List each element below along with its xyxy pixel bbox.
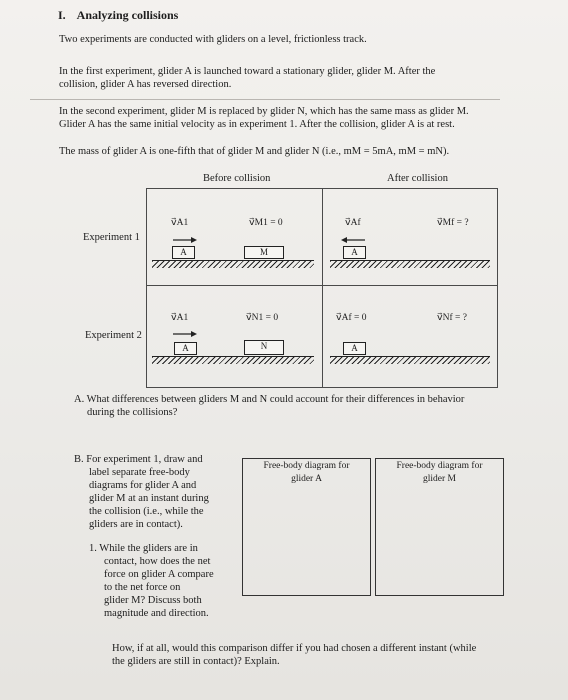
glider-a: A [174, 342, 197, 355]
section-heading [58, 8, 178, 23]
paragraph-experiment-2-line-1: In the second experiment, glider M is replaced by glider N, which has the same mass as glider M. [59, 106, 469, 117]
follow-up-question-line-2: the gliders are still in contact)? Explain. [112, 656, 280, 667]
fbd-a-title-line-2: glider A [291, 474, 322, 484]
track-hatching [152, 357, 314, 364]
glider-a: A [343, 246, 366, 259]
arrow-left-icon [340, 236, 366, 244]
section-title: Analyzing collisions [76, 8, 179, 22]
table-column-divider [322, 188, 323, 388]
question-1-line-6: magnitude and direction. [104, 608, 209, 619]
velocity-label-a-final: v⃗Af = 0 [336, 313, 367, 323]
paragraph-experiment-2-line-2: Glider A has the same initial velocity as in experiment 1. After the collision, glider A is at rest. [59, 119, 455, 130]
velocity-label-a-initial: v⃗A1 [171, 313, 189, 323]
paragraph-experiment-1-line-1: In the first experiment, glider A is launched toward a stationary glider, glider M. After the [59, 66, 436, 77]
fbd-a-title-line-1: Free-body diagram for [263, 461, 350, 471]
track-hatching [330, 357, 490, 364]
intro-text: Two experiments are conducted with gliders on a level, frictionless track. [59, 34, 367, 45]
question-1-line-2: contact, how does the net [104, 556, 211, 567]
question-b-line-4: glider M at an instant during [89, 493, 209, 504]
question-1-line-4: to the net force on [104, 582, 181, 593]
experiment-1-label: Experiment 1 [83, 232, 140, 243]
glider-a: A [172, 246, 195, 259]
arrow-right-icon [172, 330, 198, 338]
velocity-label-a-initial: v⃗A1 [171, 218, 189, 228]
track-hatching [152, 261, 314, 268]
after-collision-header: After collision [387, 173, 448, 184]
velocity-label-m-final: v⃗Mf = ? [437, 218, 469, 228]
velocity-label-m-initial: v⃗M1 = 0 [249, 218, 283, 228]
question-1-line-5: glider M? Discuss both [104, 595, 202, 606]
free-body-diagram-glider-a[interactable] [242, 458, 371, 596]
divider [30, 99, 500, 100]
glider-n: N [244, 340, 284, 355]
before-collision-header: Before collision [203, 173, 271, 184]
experiment-2-label: Experiment 2 [85, 330, 142, 341]
question-1-line-3: force on glider A compare [104, 569, 214, 580]
fbd-m-title-line-2: glider M [423, 474, 456, 484]
paragraph-experiment-1-line-2: collision, glider A has reversed direction. [59, 79, 232, 90]
fbd-m-title-line-1: Free-body diagram for [396, 461, 483, 471]
velocity-label-n-final: v⃗Nf = ? [437, 313, 467, 323]
question-b-line-1: B. For experiment 1, draw and [74, 454, 203, 465]
mass-relation-note: The mass of glider A is one-fifth that of glider M and glider N (i.e., mM = 5mA, mM = mN). [59, 146, 450, 157]
follow-up-question-line-1: How, if at all, would this comparison differ if you had chosen a different instant (while [112, 643, 477, 654]
track-hatching [330, 261, 490, 268]
question-b-line-2: label separate free-body [89, 467, 190, 478]
question-b-line-6: gliders are in contact). [89, 519, 183, 530]
arrow-right-icon [172, 236, 198, 244]
glider-a: A [343, 342, 366, 355]
velocity-label-n-initial: v⃗N1 = 0 [246, 313, 279, 323]
question-b-line-3: diagrams for glider A and [89, 480, 197, 491]
velocity-label-a-final: v⃗Af [345, 218, 361, 228]
glider-m: M [244, 246, 284, 259]
question-a-line-1: A. What differences between gliders M and N could account for their differences in behavior [74, 394, 465, 405]
section-number: I. [58, 8, 66, 22]
question-a-line-2: during the collisions? [87, 407, 178, 418]
question-b-line-5: the collision (i.e., while the [89, 506, 204, 517]
free-body-diagram-glider-m[interactable] [375, 458, 504, 596]
question-1-line-1: 1. While the gliders are in [89, 543, 198, 554]
